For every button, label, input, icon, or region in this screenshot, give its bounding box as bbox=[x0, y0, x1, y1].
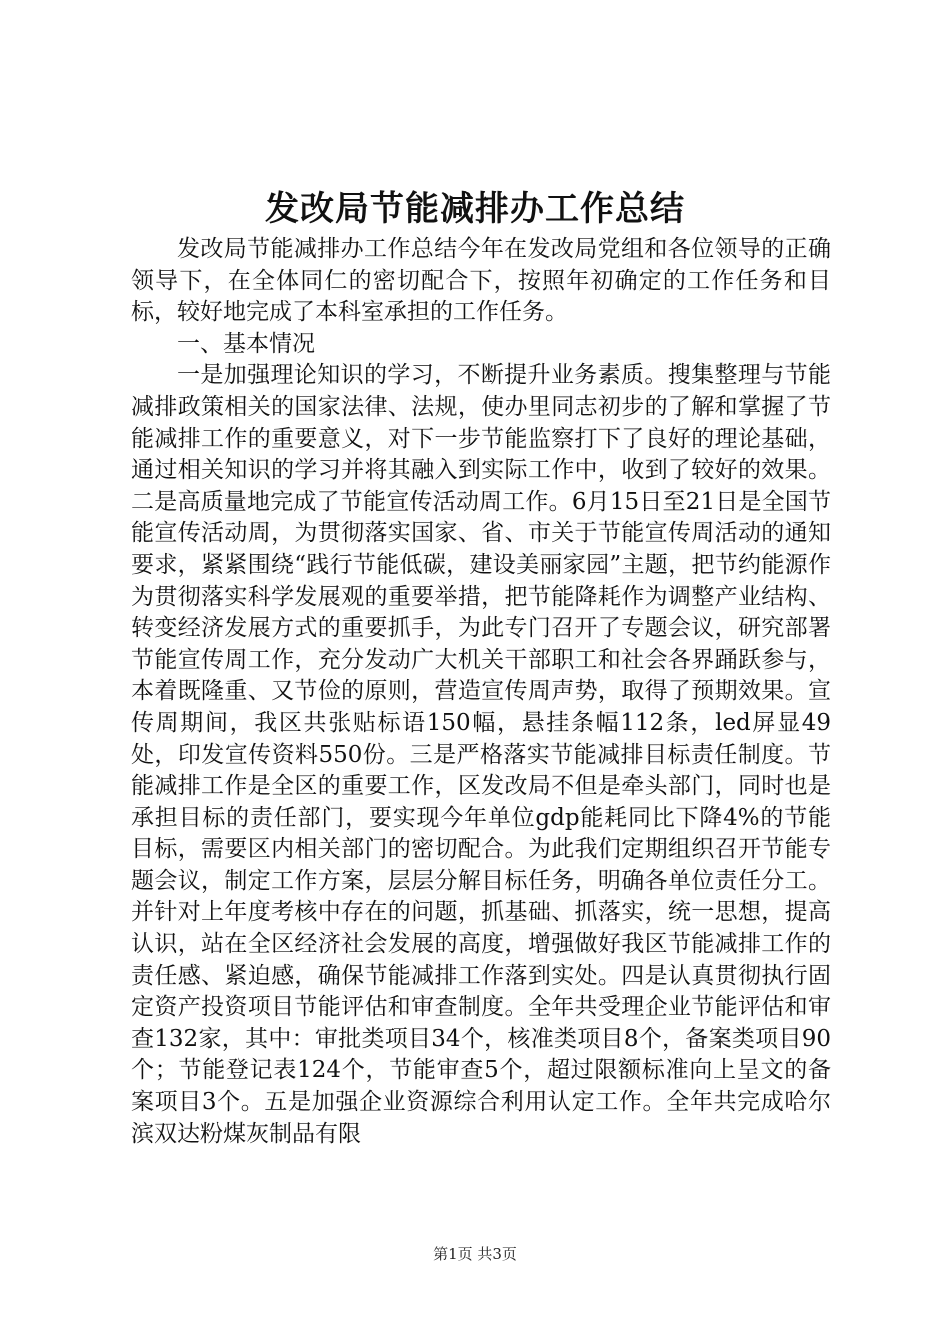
document-title: 发改局节能减排办工作总结 bbox=[265, 189, 685, 229]
intro-paragraph: 发改局节能减排办工作总结今年在发改局党组和各位领导的正确领导下，在全体同仁的密切配合下，按照年初确定的工作任务和目标，较好地完成了本科室承担的工作任务。 bbox=[131, 236, 831, 326]
document-body bbox=[131, 234, 831, 1150]
section-heading: 一、基本情况 bbox=[177, 330, 315, 357]
page-footer: 第1页 共3页 bbox=[433, 1245, 517, 1263]
body-paragraph: 一是加强理论知识的学习，不断提升业务素质。搜集整理与节能减排政策相关的国家法律、法规，使办里同志初步的了解和掌握了节能减排工作的重要意义，对下一步节能监察打下了良好的理论基础，通过相关知识的学习并将其融入到实际工作中，收到了较好的效果。二是高质量地完成了节能宣传活动周工作。6月15日至21日是全国节能宣传活动周，为贯彻落实国家、省、市关于节能宣传周活动的通知要求，紧紧围绕“践行节能低碳，建设美丽家园”主题，把节约能源作为贯彻落实科学发展观的重要举措，把节能降耗作为调整产业结构、转变经济发展方式的重要抓手，为此专门召开了专题会议，研究部署节能宣传周工作，充分发动广大机关干部职工和社会各界踊跃参与，本着既隆重、又节俭的原则，营造宣传周声势，取得了预期效果。宣传周期间，我区共张贴标语150幅，悬挂条幅112条，led屏显49处，印发宣传资料550份。三是严格落实节能减排目标责任制度。节能减排工作是全区的重要工作，区发改局不但是牵头部门，同时也是承担目标的责任部门，要实现今年单位gdp能耗同比下降4%的节能目标，需要区内相关部门的密切配合。为此我们定期组织召开节能专题会议，制定工作方案，层层分解目标任务，明确各单位责任分工。并针对上年度考核中存在的问题，抓基础、抓落实，统一思想，提高认识，站在全区经济社会发展的高度，增强做好我区节能减排工作的责任感、紧迫感，确保节能减排工作落到实处。四是认真贯彻执行固定资产投资项目节能评估和审查制度。全年共受理企业节能评估和审查132家，其中：审批类项目34个，核准类项目8个，备案类项目90个；节能登记表124个，节能审查5个，超过限额标准向上呈文的备案项目3个。五是加强企业资源综合利用认定工作。全年共完成哈尔滨双达粉煤灰制品有限 bbox=[131, 362, 831, 1147]
